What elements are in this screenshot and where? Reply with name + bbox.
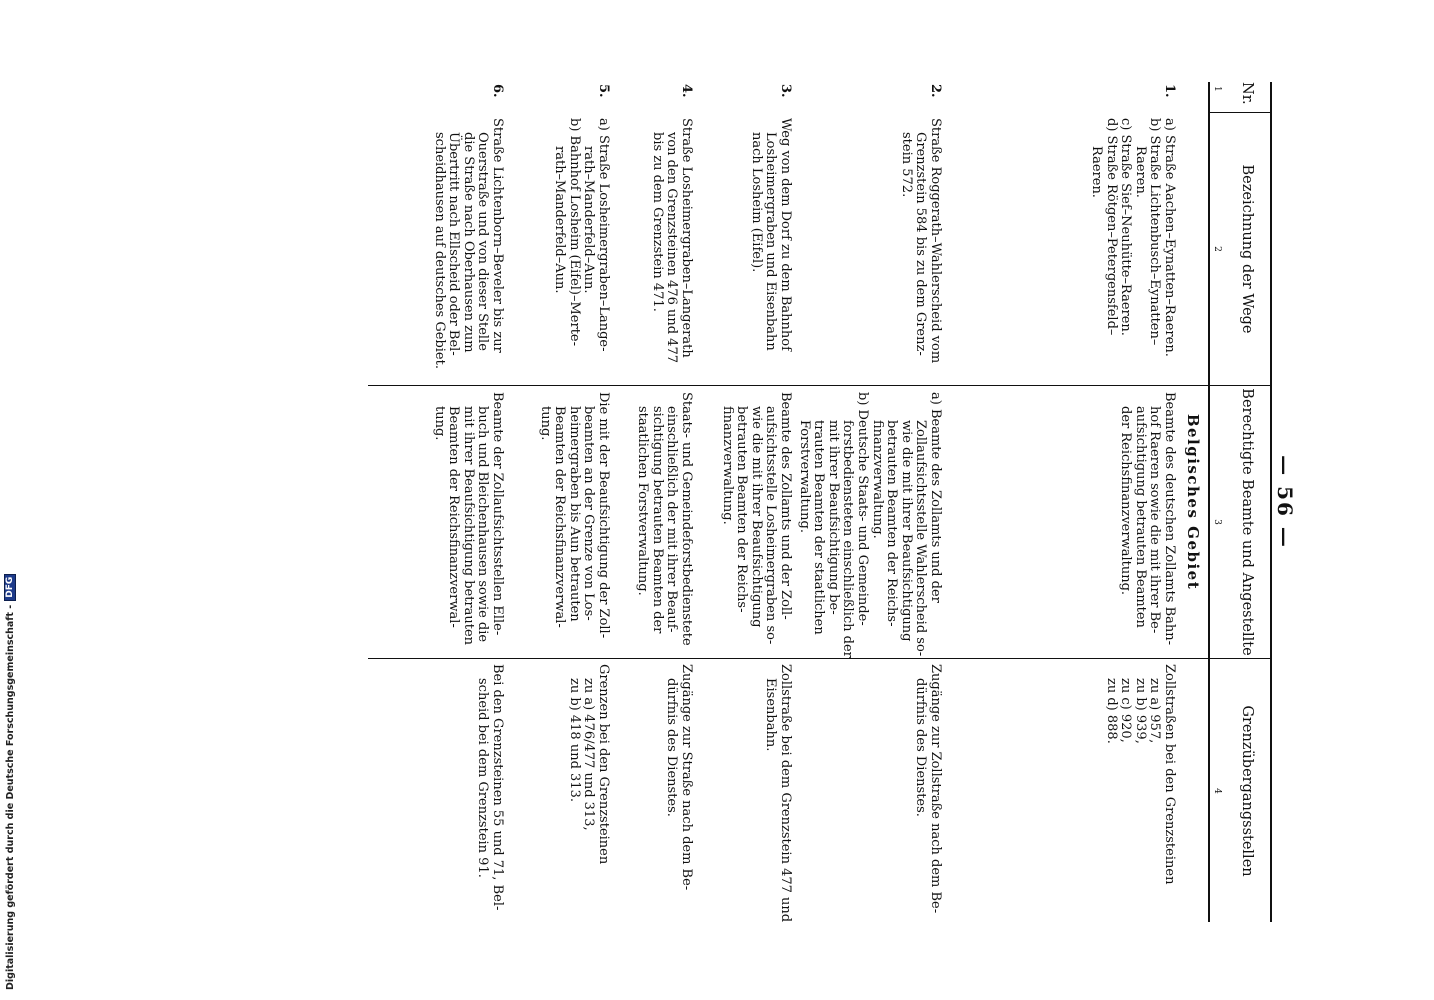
border-crossing-line: zu d) 888.: [1103, 678, 1119, 744]
border-crossing-cell: [1103, 664, 1176, 918]
authorized-officials-line: Zollaufsichtsstelle Wahlerscheid so-: [913, 420, 929, 657]
dfg-logo: DFG: [4, 574, 16, 601]
authorized-officials-line: betrauten Beamten der Reichs-: [734, 406, 750, 613]
column-number-4: 4: [1212, 788, 1222, 794]
authorized-officials-line: Beamte des Zollamts und der Zoll-: [778, 392, 793, 620]
border-crossing-cell: [475, 664, 504, 918]
way-description-line: Ouerstraße und von dieser Stelle: [475, 132, 491, 351]
authorized-officials-line: einschließlich der mit ihrer Beauf-: [664, 406, 680, 633]
border-crossing-line: zu a) 476/477 und 313,: [581, 678, 597, 831]
authorized-officials-line: buch und Bleichenhausen sowie die: [475, 406, 491, 643]
column-number-2: 2: [1212, 246, 1222, 252]
way-description-line: nach Losheim (Eifel).: [748, 132, 764, 273]
border-crossing-line: Eisenbahn.: [763, 678, 779, 752]
rotated-table-page: [368, 82, 1298, 922]
authorized-officials-line: Forstverwaltung.: [796, 420, 812, 533]
way-description-cell: [552, 118, 610, 380]
authorized-officials-line: betrauten Beamten der Reichs-: [884, 420, 900, 627]
authorized-officials-line: forstbediensteten einschließlich der: [840, 420, 856, 658]
way-description-line: Straße Losheimergraben–Langerath: [679, 118, 694, 358]
column-number-1: 1: [1212, 86, 1222, 92]
border-crossing-line: dürfnis des Dienstes.: [913, 678, 929, 817]
way-description-line: Weg von dem Dorf zu dem Bahnhof: [778, 118, 793, 351]
way-description-cell: [1088, 118, 1176, 380]
authorized-officials-line: Staats- und Gemeindeforstbedienstete: [679, 392, 694, 646]
border-crossing-line: dürfnis des Dienstes.: [664, 678, 680, 817]
table-top-rule: [1270, 82, 1272, 922]
digitization-credit: [2, 576, 18, 990]
authorized-officials-line: b) Deutsche Staats- und Gemeinde-: [855, 392, 871, 626]
way-description-line: von den Grenzsteinen 476 und 477: [664, 132, 680, 363]
column-number-3: 3: [1212, 519, 1222, 525]
authorized-officials-cell: [635, 392, 693, 654]
authorized-officials-cell: [1118, 392, 1176, 654]
way-description-line: die Straße nach Oberhausen zum: [460, 132, 476, 353]
way-description-line: rath–Manderfeld–Aun.: [581, 146, 597, 294]
way-description-line: Straße Lichtenborn–Beveler bis zur: [490, 118, 505, 353]
way-description-line: Raeren.: [1089, 146, 1105, 198]
authorized-officials-line: wie die mit ihrer Beaufsichtigung: [898, 420, 914, 642]
row-number: 2.: [928, 84, 943, 98]
way-description-line: Grenzstein 584 bis zu dem Grenz-: [913, 132, 929, 356]
header-bottom-rule: [1208, 82, 1210, 922]
border-crossing-cell: [566, 664, 610, 918]
way-description-line: Raeren.: [1132, 146, 1148, 198]
border-crossing-cell: [664, 664, 693, 918]
row-number: 6.: [490, 84, 505, 98]
way-description-line: scheidhausen auf deutsches Gebiet.: [431, 132, 447, 369]
authorized-officials-line: Die mit der Beaufsichtigung der Zoll-: [596, 392, 611, 639]
authorized-officials-line: Beamte des deutschen Zollamts Bahn-: [1162, 392, 1177, 646]
way-description-cell: [748, 118, 792, 380]
border-crossing-line: scheid bei dem Grenzstein 91.: [475, 678, 491, 878]
authorized-officials-line: Beamte der Zollaufsichtsstellen Elle-: [490, 392, 505, 636]
way-description-line: b) Straße Lichtenbusch–Eynatten–: [1147, 118, 1163, 346]
way-description-line: a) Straße Losheimergraben–Lange-: [596, 118, 611, 352]
credit-text: Digitalisierung gefördert durch die Deutsche Forschungsgemeinschaft -: [4, 604, 16, 990]
column-header-nr: Nr.: [1239, 82, 1255, 105]
authorized-officials-line: aufsichtsstelle Losheimergraben so-: [763, 406, 779, 645]
row-number: 3.: [778, 84, 793, 98]
authorized-officials-line: a) Beamte des Zollamts und der: [928, 392, 943, 603]
authorized-officials-cell: [431, 392, 504, 654]
authorized-officials-cell: [719, 392, 792, 654]
row-number: 5.: [596, 84, 611, 98]
way-description-cell: [898, 118, 942, 380]
border-crossing-line: Zugänge zur Straße nach dem Be-: [679, 664, 694, 891]
way-description-line: a) Straße Aachen–Eynatten–Raeren.: [1162, 118, 1177, 357]
authorized-officials-line: mit ihrer Beaufsichtigung betrauten: [460, 406, 476, 646]
border-crossing-line: zu b) 939,: [1132, 678, 1148, 744]
authorized-officials-line: tung.: [537, 406, 553, 441]
way-description-line: rath–Manderfeld–Aun.: [552, 146, 568, 294]
way-description-line: d) Straße Rötgen–Petergensfeld–: [1103, 118, 1119, 336]
authorized-officials-line: wie die mit ihrer Beaufsichtigung: [748, 406, 764, 628]
authorized-officials-cell: [537, 392, 610, 654]
column-divider-3: [368, 658, 1272, 659]
authorized-officials-line: Beamten der Reichsfinanzverwal-: [552, 406, 568, 628]
row-number: 1.: [1162, 84, 1177, 98]
border-crossing-line: Zugänge zur Zollstraße nach dem Be-: [928, 664, 943, 914]
authorized-officials-line: finanzverwaltung.: [719, 406, 735, 525]
border-crossing-line: zu a) 957,: [1147, 678, 1163, 744]
border-crossing-line: zu b) 418 und 313.: [566, 678, 582, 802]
way-description-cell: [649, 118, 693, 380]
authorized-officials-line: aufsichtigung betrauten Beamten: [1132, 406, 1148, 628]
border-crossing-line: zu c) 920,: [1118, 678, 1134, 743]
authorized-officials-line: hof Raeren sowie die mit ihrer Be-: [1147, 406, 1163, 634]
authorized-officials-line: der Reichsfinanzverwaltung.: [1118, 406, 1134, 596]
authorized-officials-cell: [796, 392, 943, 658]
border-crossing-line: Grenzen bei den Grenzsteinen: [596, 664, 611, 865]
region-heading: Belgisches Gebiet: [1184, 413, 1202, 591]
way-description-line: Losheimergraben und Eisenbahn: [763, 132, 779, 351]
border-crossing-line: Bei den Grenzsteinen 55 und 71, Bel-: [490, 664, 505, 911]
column-divider-2: [368, 385, 1272, 386]
border-crossing-cell: [763, 664, 793, 923]
way-description-line: bis zu dem Grenzstein 471.: [649, 132, 665, 312]
way-description-line: stein 572.: [898, 132, 914, 198]
way-description-cell: [431, 118, 504, 380]
column-header-ways: Bezeichnung der Wege: [1239, 164, 1255, 334]
column-header-officials: Berechtigte Beamte und Angestellte: [1239, 388, 1255, 656]
authorized-officials-line: beamten an der Grenze von Los-: [581, 406, 597, 621]
authorized-officials-line: heimergraben bis Aun betrauten: [566, 406, 582, 622]
authorized-officials-line: Beamten der Reichsfinanzverwal-: [446, 406, 462, 628]
page-number: — 56 —: [1273, 455, 1297, 549]
way-description-line: Übertritt nach Ellscheid oder Bel-: [446, 132, 462, 356]
way-description-line: b) Bahnhof Losheim (Eifel)–Merte-: [566, 118, 582, 347]
way-description-line: c) Straße Sief–Neuhütte–Raeren.: [1118, 118, 1134, 336]
authorized-officials-line: mit ihrer Beaufsichtigung be-: [825, 420, 841, 615]
authorized-officials-line: sichtigung betrauten Beamten der: [649, 406, 665, 634]
authorized-officials-line: staatlichen Forstverwaltung.: [635, 406, 651, 596]
border-crossing-line: Zollstraße bei dem Grenzstein 477 und: [778, 664, 793, 923]
header-divider-1: [1210, 112, 1272, 113]
row-number: 4.: [679, 84, 694, 98]
authorized-officials-line: trauten Beamten der staatlichen: [811, 420, 827, 635]
border-crossing-line: Zollstraßen bei den Grenzsteinen: [1162, 664, 1177, 885]
column-header-crossings: Grenzübergangsstellen: [1239, 705, 1255, 877]
border-crossing-cell: [913, 664, 942, 918]
authorized-officials-line: finanzverwaltung.: [869, 420, 885, 539]
way-description-line: Straße Roggerath–Wahlerscheid vom: [928, 118, 943, 364]
authorized-officials-line: tung.: [431, 406, 447, 441]
